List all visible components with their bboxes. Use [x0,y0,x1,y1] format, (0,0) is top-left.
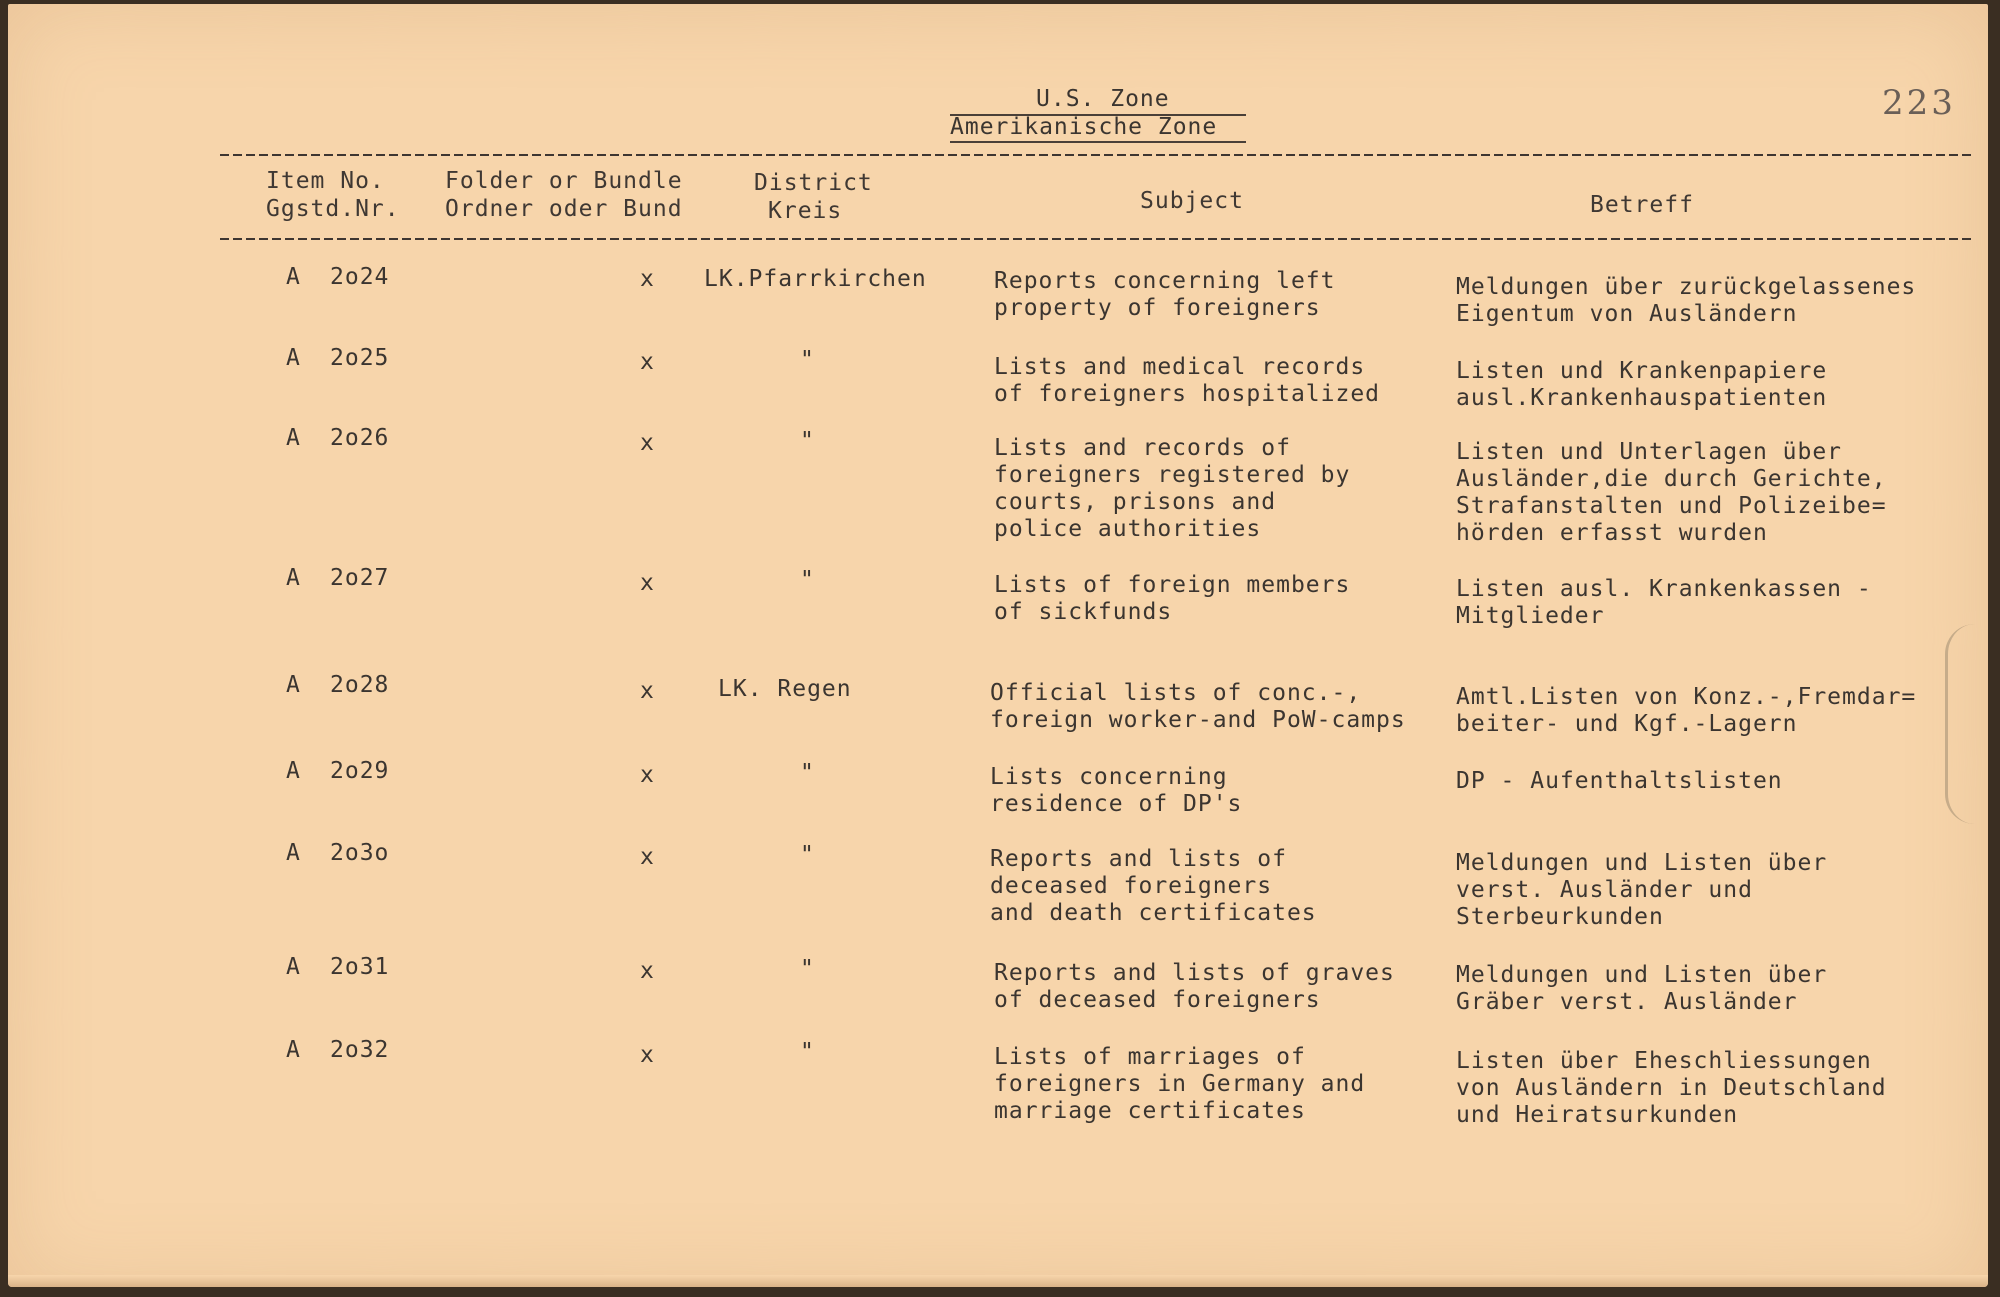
row-betreff-line: Ausländer,die durch Gerichte, [1456,466,1887,492]
page-number: 223 [1882,83,1956,123]
row-prefix: A [286,840,301,866]
row-betreff-line: Strafanstalten und Polizeibe= [1456,493,1887,519]
row-betreff-line: Amtl.Listen von Konz.-,Fremdar= [1456,684,1917,710]
row-prefix: A [286,758,301,784]
document-page [8,4,1988,1287]
header-rule-bottom [220,238,1972,240]
row-prefix: A [286,954,301,980]
col-header-district-de: Kreis [768,198,843,224]
row-item-number: 2o3o [330,840,390,866]
row-betreff-line: und Heiratsurkunden [1456,1102,1739,1128]
row-folder-mark: x [640,266,655,292]
row-betreff-line: Listen und Krankenpapiere [1456,358,1828,384]
row-subject-line: Reports concerning left [994,268,1336,294]
row-subject-line: Reports and lists of [990,846,1287,872]
zone-subtitle: Amerikanische Zone [950,114,1218,140]
row-subject-line: of deceased foreigners [994,987,1321,1013]
subtitle-underline [950,141,1246,143]
row-prefix: A [286,425,301,451]
row-prefix: A [286,565,301,591]
row-district-ditto: " [800,956,815,982]
row-district-ditto: " [800,428,815,454]
row-subject-line: Lists of foreign members [994,572,1351,598]
row-betreff-line: DP - Aufenthaltslisten [1456,768,1783,794]
page-bottom-edge [8,1275,1988,1287]
row-subject-line: Lists and records of [994,435,1291,461]
header-rule-top [220,154,1972,156]
row-folder-mark: x [640,430,655,456]
row-folder-mark: x [640,844,655,870]
row-prefix: A [286,345,301,371]
page-curl [1945,624,1988,824]
row-subject-line: of foreigners hospitalized [994,381,1381,407]
row-folder-mark: x [640,762,655,788]
row-item-number: 2o28 [330,672,390,698]
row-betreff-line: Eigentum von Ausländern [1456,301,1798,327]
row-subject-line: property of foreigners [994,295,1321,321]
row-subject-line: Lists concerning [990,764,1228,790]
row-betreff-line: von Ausländern in Deutschland [1456,1075,1887,1101]
row-subject-line: police authorities [994,516,1262,542]
row-betreff-line: beiter- und Kgf.-Lagern [1456,711,1798,737]
row-subject-line: foreigners registered by [994,462,1351,488]
row-folder-mark: x [640,349,655,375]
row-subject-line: marriage certificates [994,1098,1306,1124]
row-district: LK.Pfarrkirchen [704,266,927,292]
row-subject-line: foreign worker-and PoW-camps [990,707,1406,733]
row-item-number: 2o24 [330,264,390,290]
col-header-folder-de: Ordner oder Bund [445,196,683,222]
row-district-ditto: " [800,347,815,373]
row-betreff-line: Meldungen und Listen über [1456,850,1828,876]
col-header-betreff: Betreff [1590,192,1694,218]
row-district-ditto: " [800,1039,815,1065]
row-betreff-line: Meldungen über zurückgelassenes [1456,274,1917,300]
row-betreff-line: Listen und Unterlagen über [1456,439,1843,465]
row-folder-mark: x [640,570,655,596]
row-subject-line: deceased foreigners [990,873,1273,899]
row-subject-line: residence of DP's [990,791,1243,817]
col-header-item-en: Item No. [266,168,385,194]
row-betreff-line: Listen ausl. Krankenkassen - [1456,576,1872,602]
row-subject-line: courts, prisons and [994,489,1277,515]
row-item-number: 2o27 [330,565,390,591]
row-betreff-line: Mitglieder [1456,603,1605,629]
row-subject-line: Official lists of conc.-, [990,680,1362,706]
col-header-folder-en: Folder or Bundle [445,168,683,194]
row-subject-line: Lists of marriages of [994,1044,1306,1070]
row-betreff-line: Listen über Eheschliessungen [1456,1048,1872,1074]
row-subject-line: foreigners in Germany and [994,1071,1366,1097]
row-subject-line: Reports and lists of graves [994,960,1395,986]
row-subject-line: and death certificates [990,900,1317,926]
row-prefix: A [286,672,301,698]
row-betreff-line: Gräber verst. Ausländer [1456,989,1798,1015]
row-subject-line: of sickfunds [994,599,1173,625]
row-district-ditto: " [800,567,815,593]
row-betreff-line: verst. Ausländer und [1456,877,1753,903]
row-prefix: A [286,1037,301,1063]
row-subject-line: Lists and medical records [994,354,1366,380]
row-item-number: 2o32 [330,1037,390,1063]
row-item-number: 2o31 [330,954,390,980]
row-folder-mark: x [640,678,655,704]
row-betreff-line: hörden erfasst wurden [1456,520,1768,546]
row-betreff-line: Meldungen und Listen über [1456,962,1828,988]
row-betreff-line: Sterbeurkunden [1456,904,1664,930]
row-folder-mark: x [640,958,655,984]
col-header-item-de: Ggstd.Nr. [266,196,400,222]
row-item-number: 2o26 [330,425,390,451]
row-folder-mark: x [640,1042,655,1068]
row-prefix: A [286,264,301,290]
row-district-ditto: " [800,842,815,868]
row-item-number: 2o29 [330,758,390,784]
row-district: LK. Regen [718,676,852,702]
row-district-ditto: " [800,760,815,786]
col-header-district-en: District [754,170,873,196]
row-betreff-line: ausl.Krankenhauspatienten [1456,385,1828,411]
zone-title: U.S. Zone [1036,86,1170,112]
col-header-subject: Subject [1140,188,1244,214]
row-item-number: 2o25 [330,345,390,371]
